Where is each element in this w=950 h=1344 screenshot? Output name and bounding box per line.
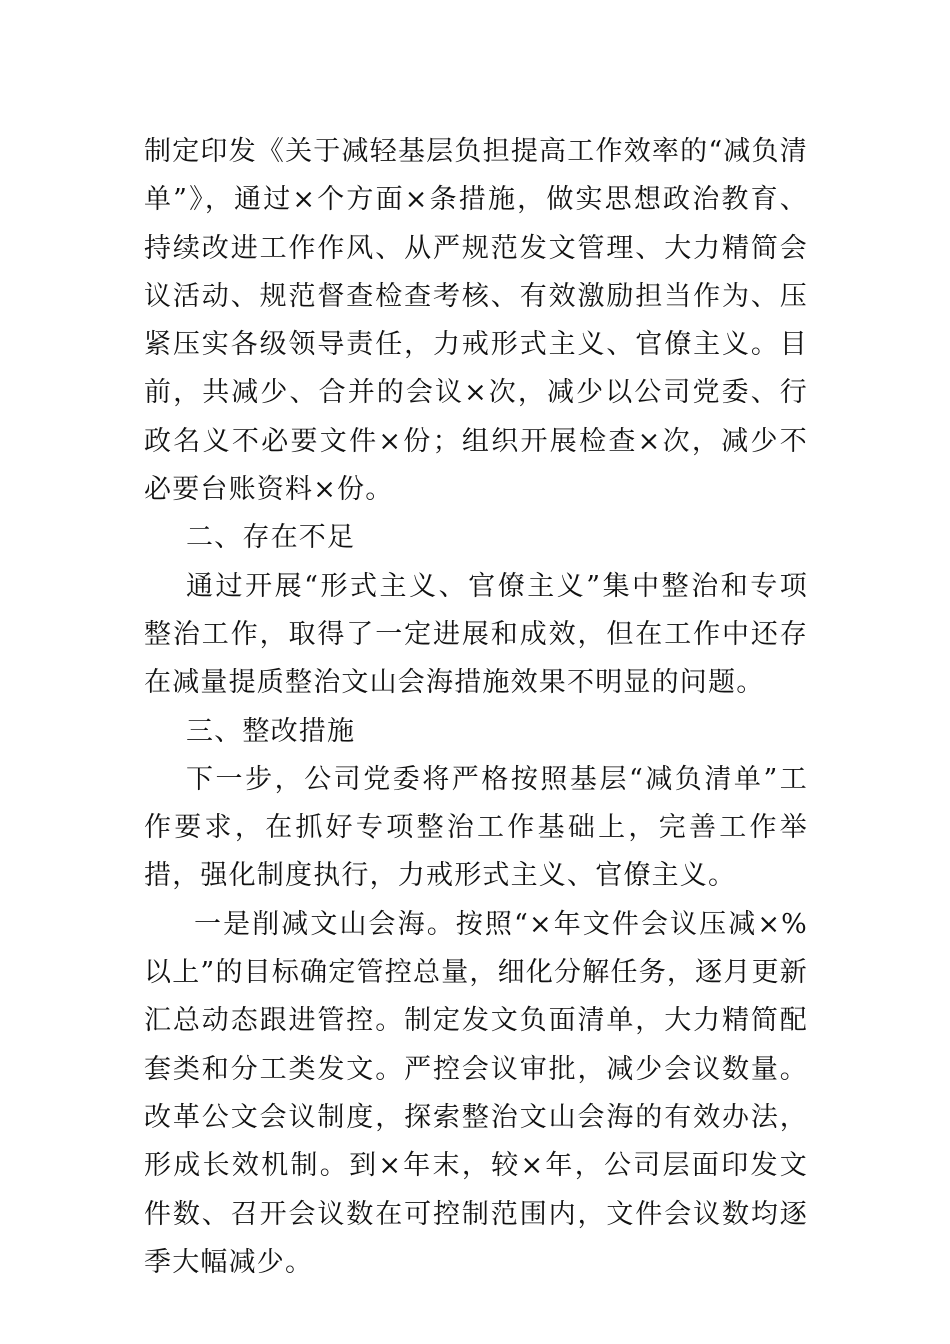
document-body [144, 128, 808, 1287]
paragraph-measures-summary: 制定印发《关于减轻基层负担提高工作效率的“减负清单”》，通过×个方面×条措施，做实思想政治教育、持续改进工作作风、从严规范发文管理、大力精简会议活动、规范督查检查考核、有效激励担当作为、压紧压实各级领导责任，力戒形式主义、官僚主义。目前，共减少、合并的会议×次，减少以公司党委、行政名义不必要文件×份；组织开展检查×次，减少不必要台账资料×份。 [144, 136, 808, 506]
heading-rectification: 三、整改措施 [186, 715, 356, 747]
heading-shortcomings: 二、存在不足 [186, 522, 356, 554]
paragraph-reduce-meetings: 一是削减文山会海。按照“×年文件会议压减×%以上”的目标确定管控总量，细化分解任务，逐月更新汇总动态跟进管控。制定发文负面清单，大力精简配套类和分工类发文。严控会议审批，减少会议数量。改革公文会议制度，探索整治文山会海的有效办法，形成长效机制。到×年末，较×年，公司层面印发文件数、召开会议数在可控制范围内，文件会议数均逐季大幅减少。 [144, 908, 808, 1278]
paragraph-shortcomings: 通过开展“形式主义、官僚主义”集中整治和专项整治工作，取得了一定进展和成效，但在工作中还存在减量提质整治文山会海措施效果不明显的问题。 [144, 570, 808, 699]
paragraph-next-steps: 下一步，公司党委将严格按照基层“减负清单”工作要求，在抓好专项整治工作基础上，完善工作举措，强化制度执行，力戒形式主义、官僚主义。 [144, 763, 808, 892]
